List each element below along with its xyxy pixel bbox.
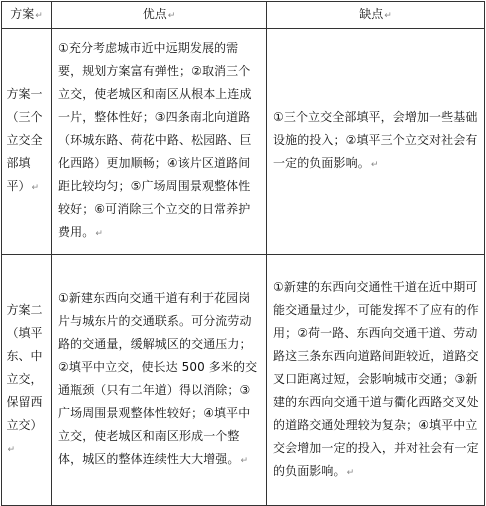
header-cell-plan xyxy=(2,2,52,29)
plan-name-cell xyxy=(2,29,52,255)
paragraph-mark: ↵ xyxy=(31,183,40,193)
paragraph-mark: ↵ xyxy=(167,11,176,21)
comparison-table xyxy=(1,1,485,506)
header-cell-cons xyxy=(267,2,485,29)
header-cons-label: 缺点 xyxy=(359,7,384,21)
header-row xyxy=(2,2,485,29)
table-row xyxy=(2,29,485,255)
cons-text: ①三个立交全部填平，会增加一些基础设施的投入；②填平三个立交对社会有一定的负面影响。 xyxy=(273,110,478,170)
plan-name: 方案一（三个立交全部填平） xyxy=(6,87,43,193)
cons-text: ①新建的东西向交通性干道在近中期可能交通量过少，可能发挥不了应有的作用；②荷一路、东西向交通干道、劳动路这三条东西向道路间距较近，道路交叉口距离过短，会影响城市交通；③新建的东西向交通干道与衢化西路交叉处的道路交通处理较为复杂；④填平中立交会增加一定的投入，并对社会有一定的负面影响。 xyxy=(273,279,479,478)
paragraph-mark: ↵ xyxy=(95,229,103,239)
paragraph-mark: ↵ xyxy=(384,11,392,21)
pros-cell xyxy=(52,255,267,506)
header-plan-label: 方案 xyxy=(10,7,35,21)
pros-text: ①新建东西向交通干道有利于花园岗片与城东片的交通联系。可分流劳动路的交通量，缓解城区的交通压力；②填平中立交，使长达 500 多米的交通瓶颈（只有二年道）得以消除；③广场周围景观整体性较好；④填平中立交，使老城区和南区形成一个整体，城区的整体连续性大大增强。 xyxy=(58,291,258,466)
table-row xyxy=(2,255,485,506)
header-cell-pros xyxy=(52,2,267,29)
header-pros-label: 优点 xyxy=(142,7,167,21)
cons-cell xyxy=(267,255,485,506)
paragraph-mark: ↵ xyxy=(7,444,16,455)
pros-text: ①充分考虑城市近中远期发展的需要，规划方案富有弹性；②取消三个立交，使老城区和南区从根本上连成一片，整体性好；③四条南北向道路（环城东路、荷花中路、松园路、巨化西路）更加顺畅；④该片区道路间距比较均匀；⑤广场周围景观整体性较好；⑥可消除三个立交的日常养护费用。 xyxy=(58,41,252,239)
plan-name-cell xyxy=(2,255,52,506)
plan-name: 方案二（填平东、中立交，保留西立交） xyxy=(6,302,43,432)
paragraph-mark: ↵ xyxy=(35,11,43,21)
pros-cell xyxy=(52,29,267,255)
paragraph-mark: ↵ xyxy=(370,160,379,170)
paragraph-mark: ↵ xyxy=(346,467,355,478)
cons-cell xyxy=(267,29,485,255)
paragraph-mark: ↵ xyxy=(240,456,249,466)
